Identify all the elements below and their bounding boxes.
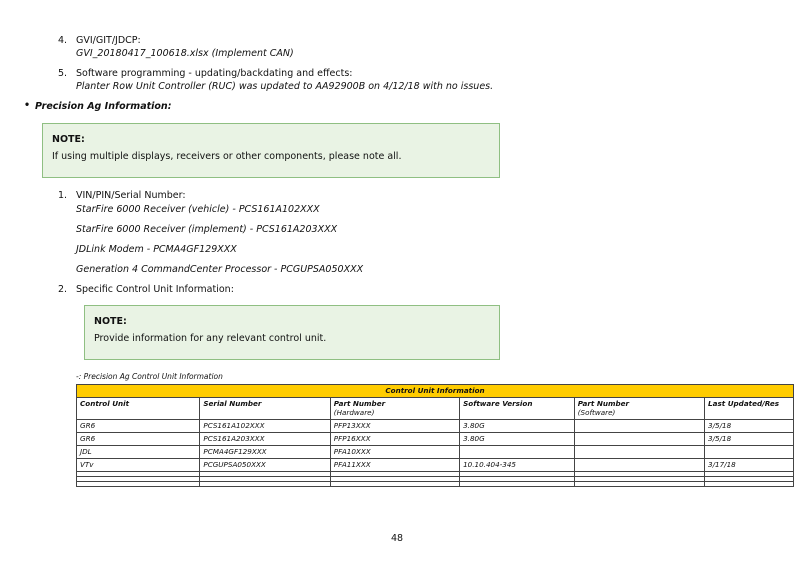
list-number: 5.: [58, 68, 68, 79]
table-cell: VTv: [77, 459, 200, 472]
serial-number-line: StarFire 6000 Receiver (vehicle) - PCS161A102XXX: [76, 204, 320, 215]
table-row: [77, 420, 794, 433]
section-heading: Precision Ag Information:: [35, 101, 172, 112]
control-unit-table: [76, 384, 794, 487]
list-item-1-number: 1.: [58, 190, 68, 201]
note-text: If using multiple displays, receivers or other components, please note all.: [52, 151, 402, 162]
table-row: [77, 446, 794, 459]
list-number: 4.: [58, 35, 68, 46]
list-item-4: [58, 35, 67, 46]
table-cell: 10.10.404-345: [460, 459, 575, 472]
serial-number-line: StarFire 6000 Receiver (implement) - PCS161A203XXX: [76, 224, 338, 235]
table-title-row: [77, 385, 794, 398]
list-item-2-label: Specific Control Unit Information:: [76, 284, 234, 295]
table-cell: 3/17/18: [705, 459, 794, 472]
table-cell: 3/5/18: [705, 433, 794, 446]
column-header: Last Updated/Res: [705, 398, 794, 420]
list-item-5: [58, 68, 67, 79]
section-bullet: •: [24, 100, 31, 111]
table-cell: PFP16XXX: [330, 433, 459, 446]
table-row: [77, 433, 794, 446]
table-cell: PFP13XXX: [330, 420, 459, 433]
table-cell: PCS161A203XXX: [200, 433, 330, 446]
table-cell: PFA10XXX: [330, 446, 459, 459]
table-cell: PCS161A102XXX: [200, 420, 330, 433]
table-cell: [705, 446, 794, 459]
table-cell: 3.80G: [460, 420, 575, 433]
list-item-1-label: VIN/PIN/Serial Number:: [76, 190, 186, 201]
table-cell: GR6: [77, 433, 200, 446]
table-cell: 3/5/18: [705, 420, 794, 433]
table-title: Control Unit Information: [77, 385, 794, 398]
table-cell: [574, 459, 704, 472]
column-header: Control Unit: [77, 398, 200, 420]
page-number: 48: [390, 533, 404, 544]
note-text: Provide information for any relevant control unit.: [94, 333, 327, 344]
table-cell: [574, 420, 704, 433]
table-header-row: [77, 398, 794, 420]
note-box: [84, 305, 500, 360]
note-title: NOTE:: [94, 316, 127, 327]
serial-number-line: JDLink Modem - PCMA4GF129XXX: [76, 244, 237, 255]
column-header: Part Number (Hardware): [330, 398, 459, 420]
table-cell: PFA11XXX: [330, 459, 459, 472]
column-header: Part Number (Software): [574, 398, 704, 420]
table-cell: 3.80G: [460, 433, 575, 446]
table-row-empty: [77, 482, 794, 487]
note-box: [42, 123, 500, 178]
list-item-4-value: GVI_20180417_100618.xlsx (Implement CAN): [76, 48, 294, 59]
table-cell: [574, 446, 704, 459]
list-item-5-label: Software programming - updating/backdating and effects:: [76, 68, 353, 79]
note-title: NOTE:: [52, 134, 85, 145]
table-cell: PCGUPSA050XXX: [200, 459, 330, 472]
table-caption: -: Precision Ag Control Unit Information: [76, 372, 223, 381]
list-item-5-value: Planter Row Unit Controller (RUC) was updated to AA92900B on 4/12/18 with no issues.: [76, 81, 494, 92]
serial-number-line: Generation 4 CommandCenter Processor - PCGUPSA050XXX: [76, 264, 364, 275]
table-row: [77, 459, 794, 472]
table-cell: JDL: [77, 446, 200, 459]
table-cell: [574, 433, 704, 446]
table-cell: [460, 446, 575, 459]
table-cell: PCMA4GF129XXX: [200, 446, 330, 459]
column-header: Serial Number: [200, 398, 330, 420]
list-item-4-label: GVI/GIT/JDCP:: [76, 35, 141, 46]
table-cell: GR6: [77, 420, 200, 433]
list-item-2-number: 2.: [58, 284, 68, 295]
column-header: Software Version: [460, 398, 575, 420]
